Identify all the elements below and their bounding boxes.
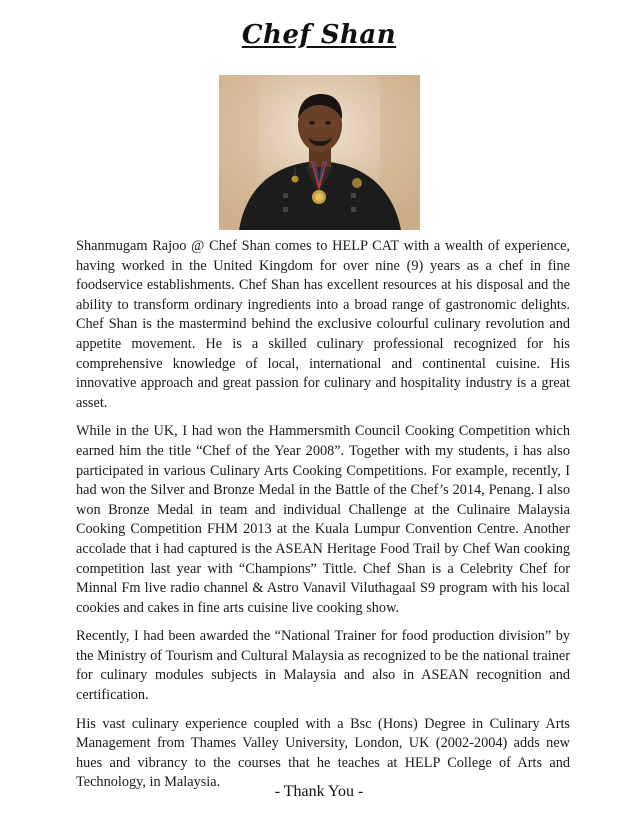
paragraph-education: His vast culinary experience coupled with a Bsc (Hons) Degree in Culinary Arts Management from Thames Valley University, London, UK (2002-2004) adds new hues and vibrancy to the courses that he teaches at HELP College of Arts and Technology, in Malaysia. xyxy=(76,715,570,791)
paragraph-intro: Shanmugam Rajoo @ Chef Shan comes to HELP CAT with a wealth of experience, having worked in the United Kingdom for over nine (9) years as a chef in fine foodservice establishments. Chef Shan has excellent resources at his disposal and the ability to transform ordinary ingredients into a broad range of gastronomic delights. Chef Shan is the mastermind behind the exclusive colourful culinary revolution and appetite movement. He is a skilled culinary professional recognized for his comprehensive knowledge of local, international and continental cuisine. His innovative approach and great passion for culinary and hospitality industry is a great asset. xyxy=(76,238,570,411)
paragraph-awards: While in the UK, I had won the Hammersmith Council Cooking Competition which earned him the title “Chef of the Year 2008”. Together with my students, i has also participated in various Culinary Arts Cooking Competitions. For example, recently, I had won the Silver and Bronze Medal in the Battle of the Chef’s 2014, Penang. I also won Bronze Medal in team and individual Challenge at the Culinaire Malaysia Cooking Competition FHM 2013 at the Kuala Lumpur Convention Centre. Another accolade that i had captured is the ASEAN Heritage Food Trail by Chef Wan cooking competition last year with “Champions” Tittle. Chef Shan is a Celebrity Chef for Minnal Fm live radio channel & Astro Vanavil Viluthagaal S9 program with his local cookies and cakes in fine arts cuisine live cooking show. xyxy=(76,423,570,616)
page-title: Chef Shan xyxy=(241,20,397,50)
chef-portrait-image xyxy=(219,75,420,230)
paragraph-national-trainer: Recently, I had been awarded the “National Trainer for food production division” by the Ministry of Tourism and Cultural Malaysia as recognized to be the national trainer for culinary modules subjects in Malaysia and also in ASEAN recognition and certification. xyxy=(76,628,570,704)
biography-text xyxy=(76,237,570,802)
thank-you-footer: - Thank You - xyxy=(274,783,364,800)
